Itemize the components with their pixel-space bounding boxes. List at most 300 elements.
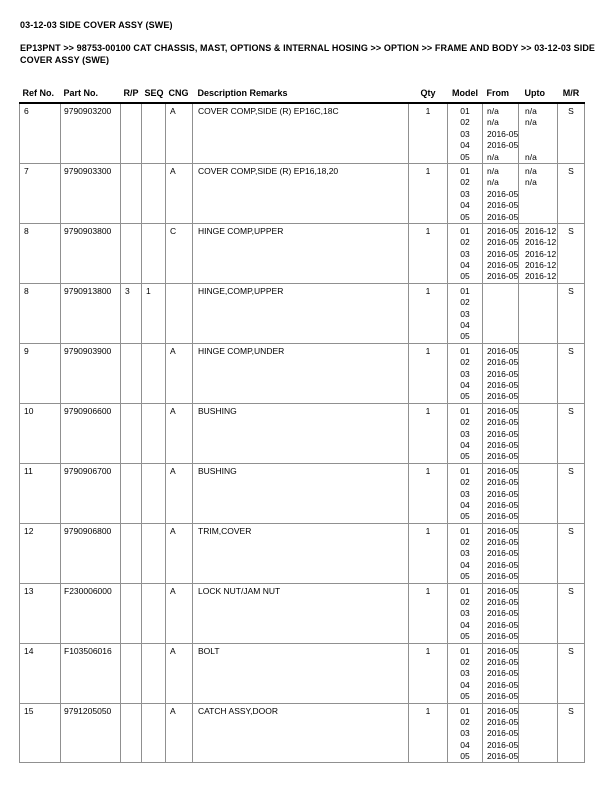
from-line: 2016-05 (487, 728, 519, 739)
cell-description: HINGE,COMP,UPPER (193, 283, 409, 343)
model-line: 01 (460, 225, 470, 236)
from-line (487, 297, 517, 308)
from-line: 2016-05 (487, 211, 519, 222)
table-row (20, 343, 585, 403)
upto-line (525, 571, 556, 582)
cell-seq (142, 703, 166, 763)
upto-line (525, 668, 556, 679)
upto-line (525, 548, 556, 559)
from-line: 2016-05 (487, 271, 519, 282)
model-line: 02 (460, 656, 470, 667)
cell-mr: S (558, 523, 585, 583)
cell-cng: C (166, 223, 193, 283)
upto-line (525, 751, 556, 762)
table-row (20, 163, 585, 223)
upto-line (525, 357, 556, 368)
from-line (487, 309, 517, 320)
from-line: 2016-05 (487, 679, 519, 690)
cell-qty: 1 (409, 463, 448, 523)
model-line: 05 (460, 631, 470, 642)
cell-upto-list (519, 223, 558, 283)
model-line: 05 (460, 331, 470, 342)
from-line: 2016-05 (487, 705, 519, 716)
upto-line (525, 680, 556, 691)
cell-cng: A (166, 343, 193, 403)
table-row (20, 283, 585, 343)
cell-seq (142, 643, 166, 703)
upto-line (525, 631, 556, 642)
from-line: 2016-05 (487, 428, 519, 439)
cell-ref-no: 9 (20, 343, 61, 403)
model-line: 01 (460, 285, 470, 296)
table-row (20, 103, 585, 163)
from-line: n/a (487, 151, 499, 162)
column-header-upto: Upto (524, 88, 545, 98)
upto-line (525, 189, 556, 200)
upto-line (525, 706, 556, 717)
from-line (487, 331, 517, 342)
column-header-seq: SEQ (144, 88, 164, 98)
cell-cng: A (166, 703, 193, 763)
cell-ref-no: 13 (20, 583, 61, 643)
upto-line (525, 691, 556, 702)
column-header-ref-no: Ref No. (22, 88, 54, 98)
from-line: 2016-05 (487, 537, 519, 548)
cell-model-list (448, 163, 483, 223)
upto-line (525, 440, 556, 451)
cell-from-list (483, 523, 519, 583)
from-line: 2016-05 (487, 379, 519, 390)
model-line: 03 (460, 608, 470, 619)
cell-rp (121, 343, 142, 403)
upto-line (525, 369, 556, 380)
model-line: 04 (460, 320, 470, 331)
table-row (20, 703, 585, 763)
from-line: 2016-05 (487, 608, 519, 619)
column-header-qty: Qty (420, 88, 436, 98)
cell-rp (121, 583, 142, 643)
cell-from-list (483, 163, 519, 223)
upto-line (525, 331, 556, 342)
model-line: 04 (460, 260, 470, 271)
cell-description: TRIM,COVER (193, 523, 409, 583)
cell-rp (121, 703, 142, 763)
cell-qty: 1 (409, 103, 448, 163)
from-line: n/a (487, 177, 499, 188)
model-line: 03 (460, 368, 470, 379)
from-line: 2016-05 (487, 439, 519, 450)
cell-mr: S (558, 463, 585, 523)
cell-part-no: 9790906700 (61, 463, 121, 523)
cell-part-no: 9790903300 (61, 163, 121, 223)
from-line: 2016-05 (487, 645, 519, 656)
cell-model-list (448, 463, 483, 523)
from-line: 2016-05 (487, 451, 519, 462)
model-line: 01 (460, 405, 470, 416)
cell-part-no: 9790913800 (61, 283, 121, 343)
cell-ref-no: 10 (20, 403, 61, 463)
cell-model-list (448, 643, 483, 703)
model-line: 05 (460, 151, 470, 162)
cell-upto-list (519, 523, 558, 583)
cell-upto-list (519, 343, 558, 403)
column-header-m-r: M/R (562, 88, 580, 98)
upto-line: 2016-12 (525, 260, 557, 271)
from-line: 2016-05 (487, 548, 519, 559)
from-line: 2016-05 (487, 597, 519, 608)
from-line: 2016-05 (487, 260, 519, 271)
upto-line (525, 740, 556, 751)
from-line: 2016-05 (487, 751, 519, 762)
cell-part-no: F230006000 (61, 583, 121, 643)
upto-line (525, 391, 556, 402)
cell-mr: S (558, 223, 585, 283)
model-line: 03 (460, 668, 470, 679)
upto-line (525, 212, 556, 223)
from-line: 2016-05 (487, 631, 519, 642)
upto-line (525, 608, 556, 619)
upto-line: n/a (525, 151, 537, 162)
cell-ref-no: 8 (20, 283, 61, 343)
model-line: 04 (460, 619, 470, 630)
model-line: 05 (460, 751, 470, 762)
from-line: 2016-05 (487, 391, 519, 402)
cell-qty: 1 (409, 403, 448, 463)
cell-cng: A (166, 523, 193, 583)
upto-line: n/a (525, 117, 537, 128)
cell-qty: 1 (409, 223, 448, 283)
from-line: 2016-05 (487, 571, 519, 582)
cell-from-list (483, 283, 519, 343)
model-line: 02 (460, 297, 470, 308)
cell-description: COVER COMP,SIDE (R) EP16C,18C (193, 103, 409, 163)
cell-from-list (483, 643, 519, 703)
model-line: 02 (460, 477, 470, 488)
cell-rp (121, 103, 142, 163)
model-line: 04 (460, 379, 470, 390)
cell-description: HINGE COMP,UPPER (193, 223, 409, 283)
cell-from-list (483, 343, 519, 403)
cell-description: HINGE COMP,UNDER (193, 343, 409, 403)
table-row (20, 223, 585, 283)
upto-line (525, 511, 556, 522)
cell-seq (142, 163, 166, 223)
cell-model-list (448, 343, 483, 403)
cell-cng: A (166, 163, 193, 223)
cell-upto-list (519, 583, 558, 643)
from-line: 2016-05 (487, 140, 519, 151)
upto-line (525, 657, 556, 668)
cell-description: BUSHING (193, 403, 409, 463)
table-row (20, 403, 585, 463)
cell-qty: 1 (409, 643, 448, 703)
cell-cng: A (166, 103, 193, 163)
model-line: 02 (460, 417, 470, 428)
upto-line (525, 586, 556, 597)
model-line: 05 (460, 271, 470, 282)
cell-cng: A (166, 403, 193, 463)
cell-upto-list (519, 403, 558, 463)
model-line: 03 (460, 308, 470, 319)
cell-upto-list (519, 703, 558, 763)
cell-ref-no: 14 (20, 643, 61, 703)
from-line (487, 286, 517, 297)
from-line: 2016-05 (487, 739, 519, 750)
column-header-description-remarks: Description Remarks (197, 88, 288, 98)
from-line: 2016-05 (487, 511, 519, 522)
cell-mr: S (558, 643, 585, 703)
model-line: 04 (460, 439, 470, 450)
cell-from-list (483, 583, 519, 643)
table-row (20, 463, 585, 523)
cell-qty: 1 (409, 343, 448, 403)
upto-line (525, 286, 556, 297)
cell-from-list (483, 703, 519, 763)
from-line: 2016-05 (487, 559, 519, 570)
cell-upto-list (519, 283, 558, 343)
cell-upto-list (519, 103, 558, 163)
cell-part-no: 9790906800 (61, 523, 121, 583)
cell-seq (142, 223, 166, 283)
model-line: 03 (460, 548, 470, 559)
cell-ref-no: 12 (20, 523, 61, 583)
model-line: 02 (460, 357, 470, 368)
cell-description: LOCK NUT/JAM NUT (193, 583, 409, 643)
upto-line (525, 526, 556, 537)
upto-line (525, 489, 556, 500)
model-line: 01 (460, 106, 470, 116)
model-line: 05 (460, 691, 470, 702)
model-line: 01 (460, 705, 470, 716)
from-line: n/a (487, 165, 499, 176)
from-line: 2016-05 (487, 477, 519, 488)
upto-line: n/a (525, 165, 537, 176)
cell-rp (121, 643, 142, 703)
cell-from-list (483, 223, 519, 283)
parts-table (19, 87, 585, 763)
model-line: 01 (460, 525, 470, 536)
cell-seq: 1 (142, 283, 166, 343)
cell-model-list (448, 583, 483, 643)
upto-line (525, 346, 556, 357)
model-line: 02 (460, 537, 470, 548)
cell-model-list (448, 283, 483, 343)
cell-mr: S (558, 343, 585, 403)
from-line: n/a (487, 106, 499, 116)
cell-model-list (448, 223, 483, 283)
model-line: 02 (460, 237, 470, 248)
upto-line (525, 140, 556, 151)
from-line: 2016-05 (487, 585, 519, 596)
from-line: 2016-05 (487, 656, 519, 667)
cell-from-list (483, 403, 519, 463)
table-row (20, 523, 585, 583)
cell-description: COVER COMP,SIDE (R) EP16,18,20 (193, 163, 409, 223)
model-line: 05 (460, 451, 470, 462)
model-line: 03 (460, 428, 470, 439)
from-line: 2016-05 (487, 668, 519, 679)
from-line: 2016-05 (487, 357, 519, 368)
cell-seq (142, 523, 166, 583)
table-header-row (20, 87, 585, 103)
from-line: 2016-05 (487, 405, 519, 416)
upto-line: 2016-12 (525, 271, 557, 282)
model-line: 03 (460, 128, 470, 139)
from-line: 2016-05 (487, 465, 519, 476)
cell-mr: S (558, 283, 585, 343)
upto-line (525, 620, 556, 631)
upto-line (525, 477, 556, 488)
cell-ref-no: 6 (20, 103, 61, 163)
cell-cng: A (166, 583, 193, 643)
model-line: 01 (460, 645, 470, 656)
cell-seq (142, 403, 166, 463)
model-line: 02 (460, 177, 470, 188)
cell-ref-no: 8 (20, 223, 61, 283)
upto-line (525, 451, 556, 462)
model-line: 01 (460, 465, 470, 476)
cell-rp (121, 523, 142, 583)
page-title: 03-12-03 SIDE COVER ASSY (SWE) (20, 20, 173, 30)
cell-ref-no: 11 (20, 463, 61, 523)
table-row (20, 583, 585, 643)
from-line: 2016-05 (487, 128, 519, 139)
cell-mr: S (558, 103, 585, 163)
model-line: 04 (460, 499, 470, 510)
from-line: n/a (487, 117, 499, 128)
cell-rp: 3 (121, 283, 142, 343)
cell-part-no: F103506016 (61, 643, 121, 703)
upto-line: 2016-12 (525, 237, 557, 248)
column-header-cng: CNG (168, 88, 189, 98)
from-line: 2016-05 (487, 225, 519, 236)
cell-qty: 1 (409, 523, 448, 583)
upto-line (525, 380, 556, 391)
model-line: 04 (460, 559, 470, 570)
from-line: 2016-05 (487, 237, 519, 248)
table-row (20, 643, 585, 703)
upto-line (525, 200, 556, 211)
cell-ref-no: 15 (20, 703, 61, 763)
from-line: 2016-05 (487, 716, 519, 727)
cell-description: CATCH ASSY,DOOR (193, 703, 409, 763)
cell-model-list (448, 703, 483, 763)
cell-mr: S (558, 163, 585, 223)
upto-line (525, 320, 556, 331)
cell-qty: 1 (409, 283, 448, 343)
cell-mr: S (558, 403, 585, 463)
cell-upto-list (519, 643, 558, 703)
cell-model-list (448, 403, 483, 463)
model-line: 03 (460, 728, 470, 739)
from-line: 2016-05 (487, 499, 519, 510)
upto-line (525, 309, 556, 320)
breadcrumb: EP13PNT >> 98753-00100 CAT CHASSIS, MAST, OPTIONS & INTERNAL HOSING >> OPTION >> FRAME AND BODY >> 03-12-03 SIDE COVER ASSY (SWE) (20, 43, 596, 65)
cell-cng (166, 283, 193, 343)
upto-line (525, 466, 556, 477)
cell-upto-list (519, 163, 558, 223)
model-line: 02 (460, 597, 470, 608)
upto-line (525, 597, 556, 608)
cell-model-list (448, 103, 483, 163)
model-line: 03 (460, 488, 470, 499)
cell-cng: A (166, 463, 193, 523)
column-header-r-p: R/P (123, 88, 139, 98)
cell-qty: 1 (409, 703, 448, 763)
upto-line (525, 429, 556, 440)
upto-line (525, 500, 556, 511)
model-line: 05 (460, 571, 470, 582)
model-line: 04 (460, 200, 470, 211)
from-line: 2016-05 (487, 619, 519, 630)
cell-cng: A (166, 643, 193, 703)
cell-description: BOLT (193, 643, 409, 703)
model-line: 03 (460, 188, 470, 199)
from-line: 2016-05 (487, 417, 519, 428)
cell-seq (142, 463, 166, 523)
cell-part-no: 9790903800 (61, 223, 121, 283)
upto-line (525, 129, 556, 140)
cell-seq (142, 103, 166, 163)
model-line: 02 (460, 716, 470, 727)
upto-line: n/a (525, 106, 537, 116)
upto-line (525, 646, 556, 657)
cell-qty: 1 (409, 583, 448, 643)
column-header-model: Model (452, 88, 478, 98)
upto-line (525, 406, 556, 417)
cell-from-list (483, 463, 519, 523)
upto-line (525, 417, 556, 428)
from-line: 2016-05 (487, 691, 519, 702)
model-line: 05 (460, 511, 470, 522)
cell-part-no: 9790903900 (61, 343, 121, 403)
model-line: 03 (460, 248, 470, 259)
upto-line: n/a (525, 177, 537, 188)
upto-line (525, 297, 556, 308)
cell-rp (121, 403, 142, 463)
cell-rp (121, 163, 142, 223)
model-line: 02 (460, 117, 470, 128)
cell-from-list (483, 103, 519, 163)
from-line: 2016-05 (487, 368, 519, 379)
model-line: 05 (460, 391, 470, 402)
cell-part-no: 9791205050 (61, 703, 121, 763)
upto-line: 2016-12 (525, 248, 557, 259)
cell-part-no: 9790906600 (61, 403, 121, 463)
cell-ref-no: 7 (20, 163, 61, 223)
from-line: 2016-05 (487, 188, 519, 199)
from-line: 2016-05 (487, 525, 519, 536)
from-line: 2016-05 (487, 345, 519, 356)
cell-mr: S (558, 583, 585, 643)
cell-rp (121, 223, 142, 283)
cell-upto-list (519, 463, 558, 523)
cell-description: BUSHING (193, 463, 409, 523)
from-line: 2016-05 (487, 488, 519, 499)
upto-line (525, 537, 556, 548)
upto-line (525, 717, 556, 728)
upto-line: 2016-12 (525, 225, 557, 236)
model-line: 01 (460, 345, 470, 356)
model-line: 04 (460, 739, 470, 750)
from-line: 2016-05 (487, 248, 519, 259)
model-line: 01 (460, 165, 470, 176)
from-line: 2016-05 (487, 200, 519, 211)
model-line: 04 (460, 140, 470, 151)
from-line (487, 320, 517, 331)
cell-mr: S (558, 703, 585, 763)
column-header-from: From (486, 88, 509, 98)
